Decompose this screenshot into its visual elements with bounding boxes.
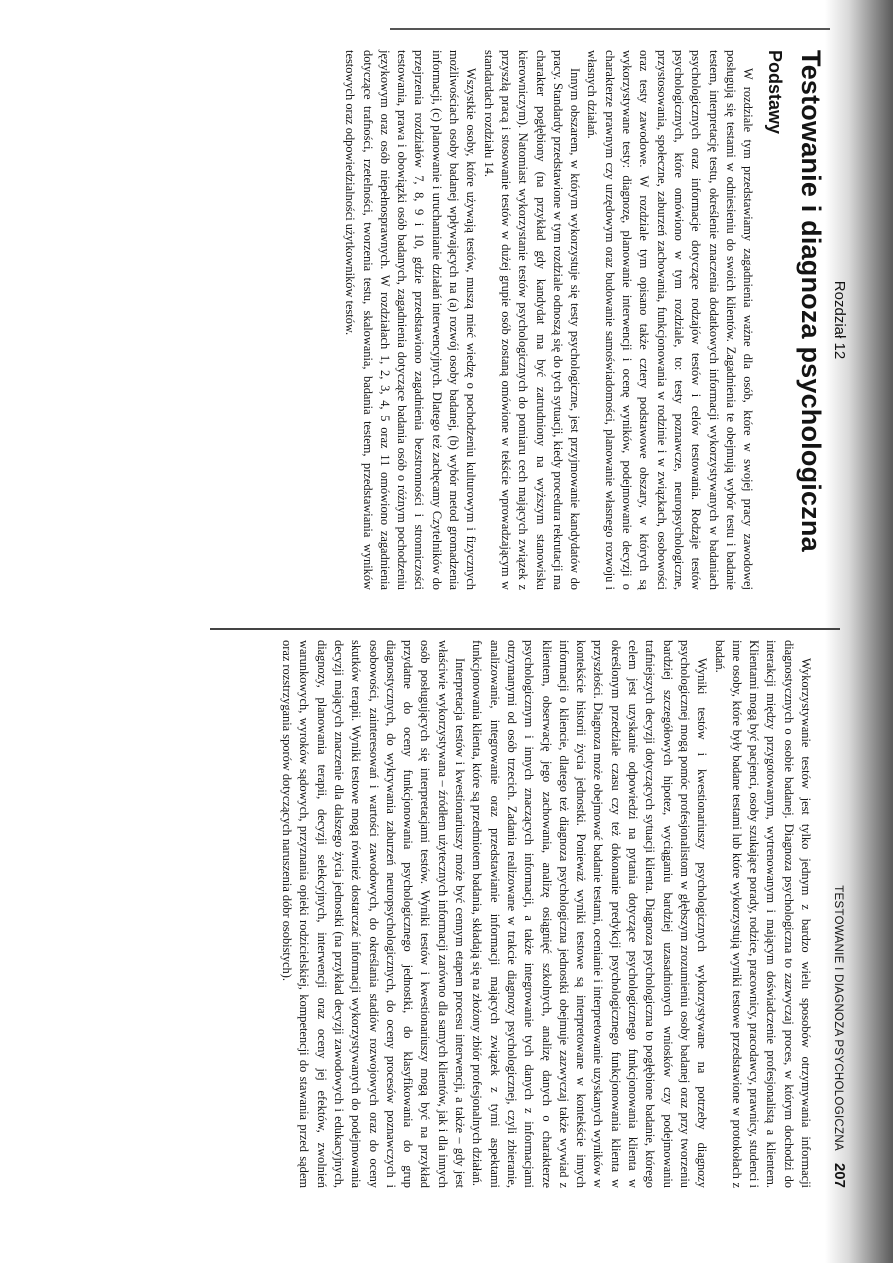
paragraph: Wszystkie osoby, które używają testów, muszą mieć wiedzę o pochodzeniu kulturowym i fizycznych możliwościach osoby badanej wpływających na (a) rozwój osoby badanej, (b) wybór metod gromadzenia informacji, (c) planowanie i uruchamianie działań interwencyjnych. Dlatego też zachęcamy Czytelników do przejrzenia rozdziałów 7, 8, 9 i 10, gdzie przedstawiono zagadnienia bezstronności i stronniczości testowania, prawa i obowiązki osób badanych, zagadnienia dotyczące badania osób o różnym pochodzeniu językowym oraz osób niepełnosprawnych. W rozdziałach 1, 2, 3, 4, 5 oraz 11 omówiono zagadnienia dotyczące trafności, rzetelności, tworzenia testu, skalowania, badania testem, przedstawiania wyników testowych oraz odpowiedzialności użytkowników testów. [343, 50, 479, 590]
paragraph: Wykorzystywanie testów jest tylko jednym z bardzo wielu sposobów otrzymywania informacji diagnostycznych o osobie badanej. Diagnoza psychologiczna to zazwyczaj proces, w którym dochodzi do interakcji między przygotowanym, wytrenowanym i mającym doświadczenie profesjonalistą a klientem. Klientami mogą być pacjenci, osoby szukające porady, rodzice, pracownicy, pracodawcy, prawnicy, studenci i inne osoby, które były badane testami lub które wykorzystują wyniki testowe przedstawione w protokołach z badań. [712, 640, 813, 1188]
page-number: 207 [831, 1162, 848, 1188]
paragraph: Innym obszarem, w którym wykorzystuje się testy psychologiczne, jest przyjmowanie kandydatów do pracy. Standardy przedstawione w tym rozdziale odnoszą się do tych sytuacji, kiedy procedura rekrutacji ma charakter pogłębiony (na przykład gdy kandydat ma być zatrudniony na wyższym stanowisku kierowniczym). Natomiast wykorzystanie testów psychologicznych do pomiaru cech mających związek z przyszłą pracą i stosowanie testów w dużej grupie osób zostaną omówione w tekście wprowadzającym w standardach rozdziału 14. [481, 50, 583, 590]
rotated-book-spread [40, 40, 848, 1203]
paragraph: W rozdziale tym przedstawiamy zagadnienia ważne dla osób, które w swojej pracy zawodowej posługują się testami w odniesieniu do swoich klientów. Zagadnienia te obejmują wybór testu i badanie testem, interpretację testu, określenie znaczenia dodatkowych informacji wykorzystywanych w badaniach psychologicznych oraz informacje dotyczące rodzajów testów i celów testowania. Rodzaje testów psychologicznych, które omówiono w tym rozdziale, to: testy poznawcze, neuropsychologiczne, przystosowania, społeczne, zaburzeń zachowania, funkcjonowania w rodzinie i w związkach, osobowości oraz testy zawodowe. W rozdziale tym opisano także cztery podstawowe obszary, w których są wykorzystywane testy: diagnozę, planowanie interwencji i ocenę wyników, podejmowanie decyzji o charakterze prawnym czy urzędowym oraz budowanie samoświadomości, planowanie własnego rozwoju i własnych działań. [585, 50, 756, 590]
chapter-label: Rozdział 12 [831, 280, 848, 360]
paragraph: Interpretacja testów i kwestionariuszy może być cennym etapem procesu interwencji, a także – gdy jest właściwie wykorzystywana – źródłem użytecznych informacji zarówno dla samych klientów, jak i dla innych osób posługujących się interpretacjami testów. Wyniki testów i kwestionariuszy mogą być na przykład przydatne do oceny funkcjonowania psychologicznego jednostki, do klasyfikowania do grup diagnostycznych, do wykrywania zaburzeń neuropsychologicznych, do oceny procesów poznawczych i osobowości, zainteresowań i wartości zawodowych, do określania stadiów rozwojowych oraz do oceny skutków terapii. Wyniki testowe mogą również dostarczać informacji wykorzystywanych do podejmowania decyzji mających znaczenie dla dalszego życia jednostki (na przykład decyzji zawodowych i edukacyjnych, diagnozy, planowania terapii, decyzji selekcyjnych, interwencji oraz oceny jej efektów, zwolnień warunkowych, wyroków sądowych, przyznania opieki rodzicielskiej, kompetencji do stawania przed sądem oraz rozstrzygania sporów dotyczących naruszenia dóbr osobistych). [280, 640, 468, 1188]
left-page [341, 50, 848, 590]
scan-edge-line [390, 28, 830, 30]
running-header [831, 640, 848, 1188]
paragraph: Wyniki testów i kwestionariuszy psychologicznych wykorzystywane na potrzeby diagnozy psychologicznej mogą pomóc profesjonalistom w głębszym zrozumieniu osoby badanej oraz przy tworzeniu bardziej szczegółowych hipotez, wyciąganiu bardziej uzasadnionych wniosków czy podejmowaniu trafniejszych decyzji dotyczących sytuacji klienta. Diagnoza psychologiczna to pogłębione badanie, którego celem jest uzyskanie odpowiedzi na pytania dotyczące psychologicznego funkcjonowania klienta w określonym przedziale czasu czy też dokonanie predykcji psychologicznego funkcjonowania klienta w przyszłości. Diagnoza może obejmować badanie testami, ocenianie i interpretowanie uzyskanych wyników w kontekście historii życia jednostki. Ponieważ wyniki testowe są interpretowane w kontekście innych informacji o kliencie, dlatego też diagnoza psychologiczna jednostki obejmuje zazwyczaj także wywiad z klientem, obserwację jego zachowania, analizę osiągnięć szkolnych, analizę danych o charakterze psychologicznym i innych znaczących informacji, a także integrowanie tych danych z informacjami otrzymanymi od osób trzecich. Zadania realizowane w trakcie diagnozy psychologicznej, czyli zbieranie, analizowanie, integrowanie oraz przedstawianie informacji mających związek z tymi aspektami funkcjonowania klienta, które są przedmiotem badania, składają się na złożony zbiór profesjonalnych działań. [470, 640, 710, 1188]
chapter-title: Testowanie i diagnoza psychologiczna [795, 50, 826, 552]
right-page [278, 640, 814, 1188]
running-header-title: TESTOWANIE I DIAGNOZA PSYCHOLOGICZNA [832, 885, 844, 1151]
section-heading: Podstawy [765, 50, 786, 135]
